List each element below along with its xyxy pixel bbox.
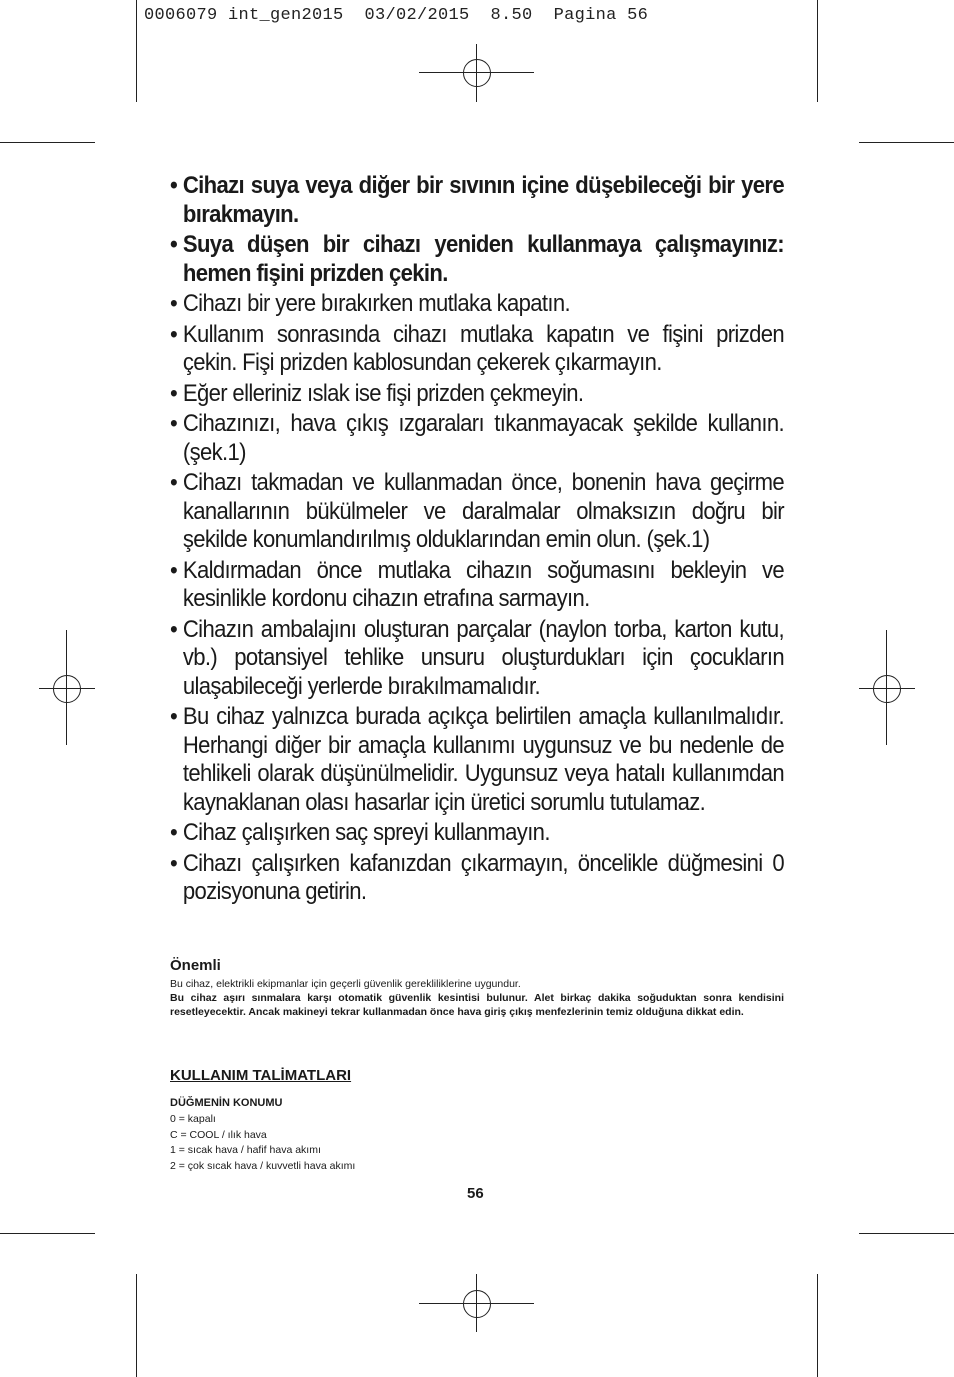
- crop-mark: [817, 0, 818, 102]
- crop-mark: [817, 1274, 818, 1377]
- instructions-heading: KULLANIM TALİMATLARI: [170, 1067, 352, 1084]
- important-compliance-text: Bu cihaz, elektrikli ekipmanlar için geçerli güvenlik gerekliliklerine uygundur.: [170, 978, 521, 990]
- safety-bullet-item: • Cihazı suya veya diğer bir sıvının içine düşebileceği bir yere bırakmayın.: [170, 172, 784, 229]
- crop-mark: [136, 1274, 137, 1377]
- safety-bullet-item: • Cihazı bir yere bırakırken mutlaka kapatın.: [170, 290, 784, 319]
- crop-mark: [0, 142, 95, 143]
- crop-mark: [0, 1233, 95, 1234]
- switch-position-list: [170, 1112, 355, 1174]
- safety-bullet-item: • Cihazı takmadan ve kullanmadan önce, bonenin hava geçirme kanallarının bükülmeler ve daralmalar olmaksızın doğru bir şekilde konumlandırılmış olduklarından emin olun. (şek.1): [170, 469, 784, 555]
- print-slug-header: 0006079 int_gen2015 03/02/2015 8.50 Pagina 56: [144, 6, 649, 25]
- important-overheat-text: Bu cihaz aşırı sınmalara karşı otomatik güvenlik kesintisi bulunur. Alet birkaç dakika soğuduktan sonra kendisini resetleyecektir. Ancak makineyi tekrar kullanmadan önce hava giriş çıkış menfezlerinin temiz olduğuna dikkat edin.: [170, 992, 784, 1018]
- crop-mark: [859, 1233, 954, 1234]
- switch-position-item: 1 = sıcak hava / hafif hava akımı: [170, 1144, 321, 1156]
- registration-mark-circle: [463, 1290, 491, 1318]
- switch-position-item: C = COOL / ılık hava: [170, 1128, 267, 1141]
- safety-bullet-item: • Suya düşen bir cihazı yeniden kullanmaya çalışmayınız: hemen fişini prizden çekin.: [170, 231, 784, 288]
- registration-mark-circle: [53, 675, 81, 703]
- safety-bullet-item: • Kaldırmadan önce mutlaka cihazın soğumasını bekleyin ve kesinlikle kordonu cihazın etrafına sarmayın.: [170, 557, 784, 614]
- important-heading: Önemli: [170, 957, 221, 974]
- safety-bullet-item: • Kullanım sonrasında cihazı mutlaka kapatın ve fişini prizden çekin. Fişi prizden kablosundan çekerek çıkarmayın.: [170, 321, 784, 378]
- safety-bullet-item: • Cihazı çalışırken kafanızdan çıkarmayın, öncelikle düğmesini 0 pozisyonuna getirin.: [170, 850, 784, 907]
- switch-position-heading: DÜĞMENİN KONUMU: [170, 1097, 283, 1109]
- safety-bullet-item: • Cihazınızı, hava çıkış ızgaraları tıkanmayacak şekilde kullanın. (şek.1): [170, 410, 784, 467]
- crop-mark: [859, 142, 954, 143]
- safety-bullet-item: • Eğer elleriniz ıslak ise fişi prizden çekmeyin.: [170, 380, 784, 409]
- safety-bullet-item: • Bu cihaz yalnızca burada açıkça belirtilen amaçla kullanılmalıdır. Herhangi diğer bir amaçla kullanımı uygunsuz ve bu nedenle de tehlikeli olarak düşünülmelidir. Uygunsuz veya hatalı kullanımdan kaynaklanan olası hasarlar için üretici sorumlu tutulamaz.: [170, 703, 784, 817]
- registration-mark-circle: [463, 59, 491, 87]
- page-number: 56: [467, 1185, 484, 1202]
- safety-bullet-list: [170, 172, 784, 909]
- safety-bullet-item: • Cihaz çalışırken saç spreyi kullanmayın.: [170, 819, 784, 848]
- registration-mark-circle: [873, 675, 901, 703]
- switch-position-item: 0 = kapalı: [170, 1113, 216, 1125]
- crop-mark: [136, 0, 137, 102]
- safety-bullet-item: • Cihazın ambalajını oluşturan parçalar (naylon torba, karton kutu, vb.) potansiyel tehlike unsuru oluşturdukları için çocukların ulaşabileceği yerlerde bırakılmamalıdır.: [170, 616, 784, 702]
- switch-position-item: 2 = çok sıcak hava / kuvvetli hava akımı: [170, 1159, 356, 1172]
